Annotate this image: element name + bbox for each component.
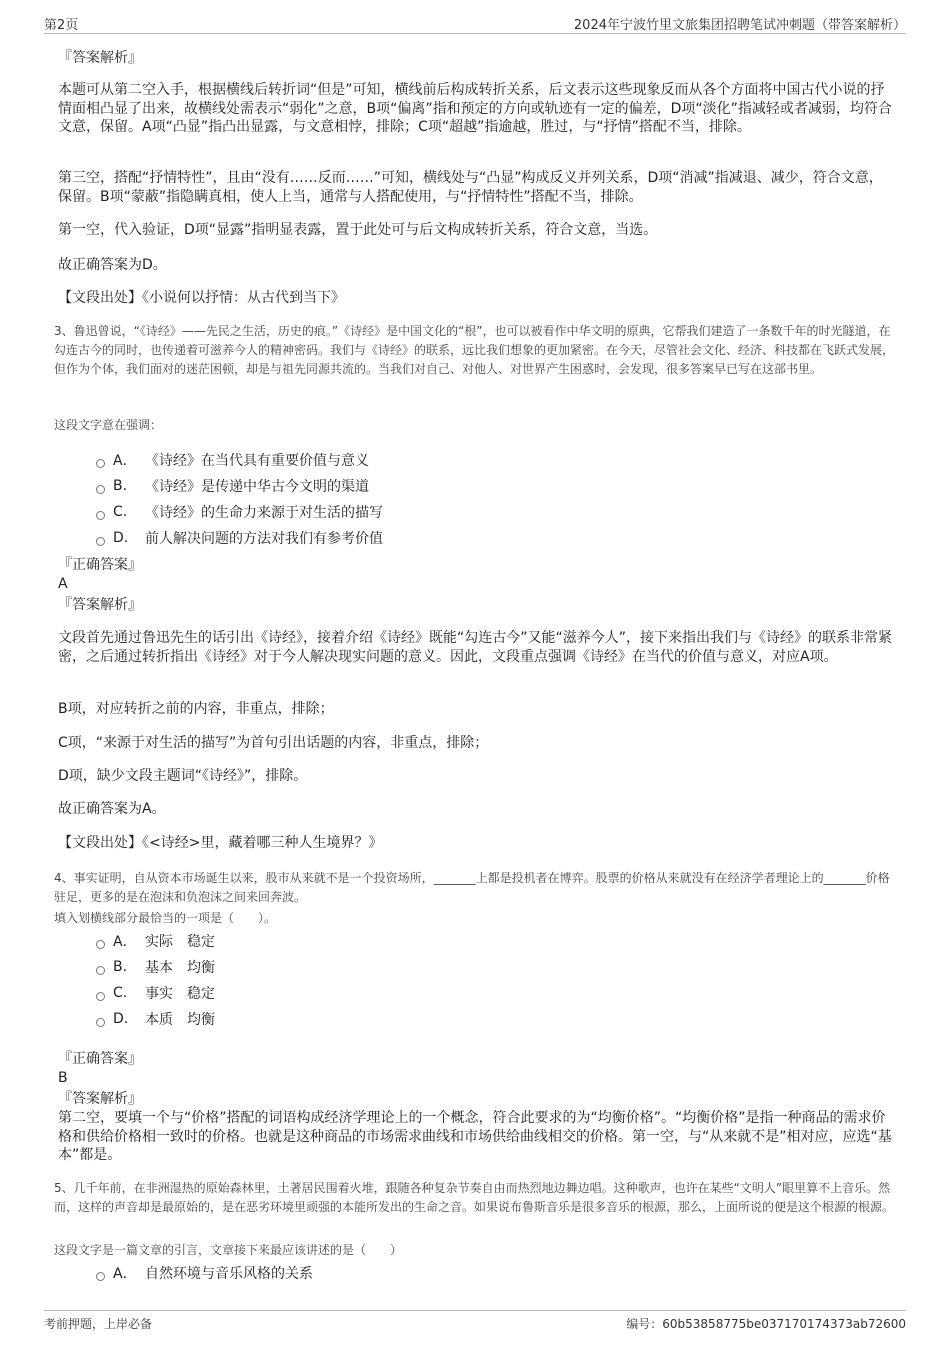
option-key: D. [113,530,129,546]
option-text: 自然环境与音乐风格的关系 [145,1266,313,1282]
option-word-1: 事实 [145,986,173,1002]
option-b[interactable] [96,958,215,976]
option-key: B. [113,959,128,975]
question-3-stem: 这段文字意在强调： [54,418,163,432]
option-a[interactable] [96,1264,313,1282]
document-serial: 编号：60b53858775be037170174373ab72600 [626,1317,906,1331]
option-text: 前人解决问题的方法对我们有参考价值 [145,531,383,547]
option-key: A． [113,934,137,950]
option-a[interactable] [96,451,369,469]
option-key: C. [113,985,128,1001]
analysis-paragraph: 第二空，要填一个与“价格”搭配的词语构成经济学理论上的一个概念，符合此要求的为“均衡价格”。“均衡价格”是指一种商品的需求价格和供给价格相一致时的价格。也就是这种商品的市场需求曲线和市场供给曲线相交的价格。第一空，与“从来就不是”相对应，应选“基本”都是。 [58,1110,892,1163]
question-3-text: 3、鲁迅曾说，“《诗经》——先民之生活，历史的痕。”《诗经》是中国文化的“根”，也可以被看作中华文明的原典，它帮我们建造了一条数千年的时光隧道，在勾连古今的同时，也传递着可滋养今人的精神密码。我们与《诗经》的联系，远比我们想象的更加紧密。在今天，尽管社会文化、经济、科技都在飞跃式发展，但作为个体，我们面对的迷茫困顿，却是与祖先同源共流的。当我们对自己、对他人、对世界产生困惑时，会发现，很多答案早已写在这部书里。 [54,324,895,376]
radio-icon[interactable] [96,459,105,468]
footer-divider [44,1310,906,1311]
question-5-text: 5、几千年前，在非洲湿热的原始森林里，土著居民围着火堆，跟随各种复杂节奏自由而热烈地边舞边唱。这种歌声，也许在某些“文明人”眼里算不上音乐。然而，这样的声音却是最原始的，是在恶劣环境里顽强的本能所发出的生命之音。如果说布鲁斯音乐是很多音乐的根源，那么，上面所说的便是这个根源的根源。 [54,1181,895,1214]
option-key: D. [113,1011,129,1027]
header-divider [44,33,906,34]
footer-slogan: 考前押题，上岸必备 [44,1317,153,1331]
question-4-text: 4、事实证明，自从资本市场诞生以来，股市从来就不是一个投资场所，_______上都是投机者在博弈。股票的价格从来就没有在经济学者理论上的_______价格驻足，更多的是在泡沫和负泡沫之间来回奔波。 [54,871,890,904]
radio-icon[interactable] [96,511,105,520]
passage-source: 【文段出处】《小说何以抒情：从古代到当下》 [58,290,345,306]
option-c[interactable] [96,503,383,521]
analysis-paragraph: C项，“来源于对生活的描写”为首句引出话题的内容，非重点，排除； [58,735,489,751]
answer-statement: 故正确答案为D。 [58,257,167,273]
radio-icon[interactable] [96,966,105,975]
option-word-2: 均衡 [187,960,215,976]
analysis-paragraph: D项，缺少文段主题词“《诗经》”，排除。 [58,768,308,784]
document-title: 2024年宁波竹里文旅集团招聘笔试冲刺题（带答案解析） [573,18,906,33]
option-c[interactable] [96,984,215,1002]
correct-answer-value: A [58,576,68,592]
analysis-paragraph: 本题可从第二空入手，根据横线后转折词“但是”可知，横线前后构成转折关系，后文表示这些现象反而从各个方面将中国古代小说的抒情面相凸显了出来，故横线处需表示“弱化”之意，B项“偏离”指和预定的方向或轨迹有一定的偏差，D项“淡化”指减轻或者减弱，均符合文意，保留。A项“凸显”指凸出显露，与文意相悖，排除；C项“超越”指逾越，胜过，与“抒情”搭配不当，排除。 [58,82,892,135]
analysis-label: 『答案解析』 [58,1091,142,1107]
radio-icon[interactable] [96,1272,105,1281]
analysis-paragraph: 第三空，搭配“抒情特性”，且由“没有……反而……”可知，横线处与“凸显”构成反义并列关系，D项“消减”指减退、减少，符合文意，保留。B项“蒙蔽”指隐瞒真相，使人上当，通常与人搭配使用，与“抒情特性”搭配不当，排除。 [58,170,883,205]
option-d[interactable] [96,529,383,547]
answer-statement: 故正确答案为A。 [58,801,166,817]
option-key: A． [113,453,137,469]
option-b[interactable] [96,477,369,495]
radio-icon[interactable] [96,485,105,494]
option-word-2: 均衡 [187,1012,215,1028]
analysis-paragraph: B项，对应转折之前的内容，非重点，排除； [58,701,334,717]
analysis-paragraph: 文段首先通过鲁迅先生的话引出《诗经》，接着介绍《诗经》既能“勾连古今”又能“滋养今人”，接下来指出我们与《诗经》的联系非常紧密，之后通过转折指出《诗经》对于今人解决现实问题的意义。因此，文段重点强调《诗经》在当代的价值与意义，对应A项。 [58,630,893,665]
option-key: B. [113,478,128,494]
option-d[interactable] [96,1010,215,1028]
option-text: 《诗经》的生命力来源于对生活的描写 [145,505,383,521]
question-5-stem: 这段文字是一篇文章的引言，文章接下来最应该讲述的是（ ） [54,1243,403,1257]
option-word-1: 实际 [145,934,173,950]
page-number: 第2页 [44,18,79,33]
correct-answer-label: 『正确答案』 [58,557,142,573]
analysis-paragraph: 第一空，代入验证，D项“显露”指明显表露，置于此处可与后文构成转折关系，符合文意，当选。 [58,222,658,238]
radio-icon[interactable] [96,1018,105,1027]
analysis-label: 『答案解析』 [58,50,142,66]
option-a[interactable] [96,932,215,950]
option-text: 《诗经》在当代具有重要价值与意义 [145,453,369,469]
radio-icon[interactable] [96,940,105,949]
correct-answer-label: 『正确答案』 [58,1051,142,1067]
option-key: C. [113,504,128,520]
question-4-stem: 填入划横线部分最恰当的一项是（ ）。 [54,911,277,925]
correct-answer-value: B [58,1070,68,1086]
option-word-1: 本质 [145,1012,173,1028]
option-word-1: 基本 [145,960,173,976]
radio-icon[interactable] [96,537,105,546]
option-text: 《诗经》是传递中华古今文明的渠道 [145,479,369,495]
option-word-2: 稳定 [187,986,215,1002]
option-key: A． [113,1266,137,1282]
passage-source: 【文段出处】《<诗经>里，藏着哪三种人生境界？》 [58,835,383,851]
analysis-label: 『答案解析』 [58,597,142,613]
option-word-2: 稳定 [187,934,215,950]
radio-icon[interactable] [96,992,105,1001]
